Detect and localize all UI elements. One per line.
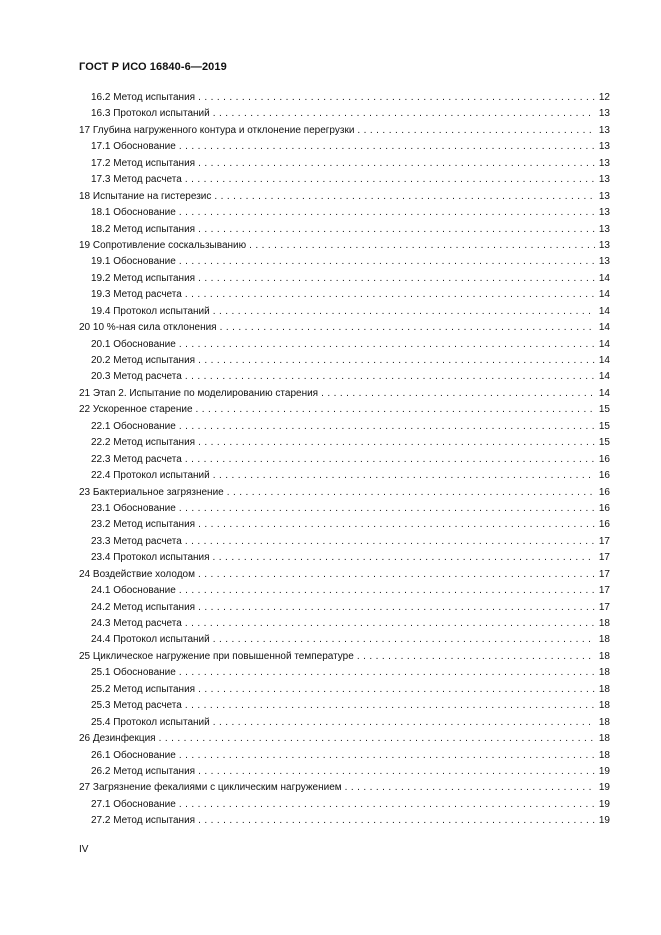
toc-leader-dots xyxy=(198,355,595,367)
toc-leader-dots xyxy=(185,174,595,186)
document-header: ГОСТ Р ИСО 16840-6—2019 xyxy=(79,61,227,73)
toc-subentry[interactable] xyxy=(79,174,610,190)
toc-leader-dots xyxy=(185,454,595,466)
toc-leader-dots xyxy=(198,519,595,531)
toc-subentry[interactable] xyxy=(79,339,610,355)
toc-entry-title: 18.1 Обоснование xyxy=(91,207,176,219)
toc-subentry[interactable] xyxy=(79,108,610,124)
toc-entry[interactable] xyxy=(79,388,610,404)
toc-entry-page: 16 xyxy=(598,486,610,498)
toc-entry-page: 13 xyxy=(598,108,610,120)
toc-entry-title: 24.4 Протокол испытаний xyxy=(91,634,210,646)
toc-leader-dots xyxy=(185,536,595,548)
toc-entry-title: 23.4 Протокол испытания xyxy=(91,552,210,564)
toc-entry-title: 18 Испытание на гистерезис xyxy=(79,190,212,202)
toc-entry-page: 15 xyxy=(598,420,610,432)
toc-entry-page: 15 xyxy=(598,404,610,416)
toc-entry-page: 13 xyxy=(598,124,610,136)
toc-entry-title: 26.1 Обоснование xyxy=(91,749,176,761)
toc-subentry[interactable] xyxy=(79,815,610,831)
toc-entry-page: 15 xyxy=(598,437,610,449)
toc-entry-page: 13 xyxy=(598,157,610,169)
toc-entry-page: 13 xyxy=(598,190,610,202)
toc-subentry[interactable] xyxy=(79,421,610,437)
toc-subentry[interactable] xyxy=(79,750,610,766)
toc-entry-title: 22 Ускоренное старение xyxy=(79,404,193,416)
toc-entry-page: 17 xyxy=(598,568,610,580)
toc-entry-title: 18.2 Метод испытания xyxy=(91,223,196,235)
toc-entry-title: 23.1 Обоснование xyxy=(91,502,176,514)
toc-entry-title: 27 Загрязнение фекалиями с циклическим нагружением xyxy=(79,782,342,794)
toc-leader-dots xyxy=(185,618,595,630)
toc-leader-dots xyxy=(198,92,595,104)
toc-entry-page: 18 xyxy=(598,733,610,745)
toc-subentry[interactable] xyxy=(79,536,610,552)
toc-subentry[interactable] xyxy=(79,717,610,733)
toc-entry-title: 23 Бактериальное загрязнение xyxy=(79,486,224,498)
toc-entry-title: 19.4 Протокол испытаний xyxy=(91,305,210,317)
toc-entry-title: 16.2 Метод испытания xyxy=(91,92,196,103)
toc-entry-title: 27.2 Метод испытания xyxy=(91,815,196,827)
toc-entry-title: 27.1 Обоснование xyxy=(91,798,176,810)
toc-leader-dots xyxy=(179,585,595,597)
toc-entry-title: 25.3 Метод расчета xyxy=(91,700,182,712)
toc-entry-title: 20 10 %-ная сила отклонения xyxy=(79,322,217,334)
toc-entry-title: 16.3 Протокол испытаний xyxy=(91,108,210,120)
toc-entry-page: 14 xyxy=(598,289,610,301)
toc-leader-dots xyxy=(179,503,595,515)
toc-subentry[interactable] xyxy=(79,470,610,486)
toc-entry-title: 25 Циклическое нагружение при повышенной температуре xyxy=(79,650,354,662)
toc-subentry[interactable] xyxy=(79,158,610,174)
toc-entry[interactable] xyxy=(79,240,610,256)
toc-entry[interactable] xyxy=(79,191,610,207)
toc-subentry[interactable] xyxy=(79,141,610,157)
toc-entry-title: 17.1 Обоснование xyxy=(91,141,176,153)
toc-entry-page: 19 xyxy=(598,782,610,794)
toc-entry-title: 24.2 Метод испытания xyxy=(91,601,196,613)
toc-subentry[interactable] xyxy=(79,289,610,305)
toc-entry[interactable] xyxy=(79,322,610,338)
toc-entry-title: 22.3 Метод расчета xyxy=(91,453,182,465)
toc-entry-title: 26.2 Метод испытания xyxy=(91,765,196,777)
toc-entry-page: 18 xyxy=(598,749,610,761)
toc-subentry[interactable] xyxy=(79,585,610,601)
toc-entry-page: 18 xyxy=(598,634,610,646)
toc-leader-dots xyxy=(198,766,595,778)
toc-entry-title: 24.3 Метод расчета xyxy=(91,618,182,629)
toc-subentry[interactable] xyxy=(79,552,610,568)
toc-entry-page: 14 xyxy=(598,371,610,383)
toc-subentry[interactable] xyxy=(79,92,610,108)
toc-subentry[interactable] xyxy=(79,634,610,650)
toc-leader-dots xyxy=(179,256,595,268)
toc-leader-dots xyxy=(213,634,595,646)
toc-entry-page: 13 xyxy=(598,141,610,153)
toc-entry-page: 18 xyxy=(598,667,610,679)
toc-entry-title: 19.3 Метод расчета xyxy=(91,289,182,301)
toc-leader-dots xyxy=(357,651,595,663)
toc-entry-page: 19 xyxy=(598,815,610,827)
toc-entry-page: 12 xyxy=(598,92,610,103)
toc-entry-page: 14 xyxy=(598,355,610,366)
toc-leader-dots xyxy=(198,815,595,827)
toc-entry[interactable] xyxy=(79,125,610,141)
toc-entry-page: 14 xyxy=(598,305,610,317)
toc-leader-dots xyxy=(185,371,595,383)
toc-subentry[interactable] xyxy=(79,519,610,535)
toc-entry-page: 18 xyxy=(598,683,610,695)
toc-entry-page: 17 xyxy=(598,585,610,597)
toc-subentry[interactable] xyxy=(79,273,610,289)
toc-leader-dots xyxy=(321,388,595,400)
toc-entry[interactable] xyxy=(79,404,610,420)
toc-leader-dots xyxy=(179,421,595,433)
toc-entry-page: 16 xyxy=(598,470,610,482)
page-number: IV xyxy=(79,844,89,855)
toc-leader-dots xyxy=(214,191,595,203)
toc-leader-dots xyxy=(198,224,595,236)
toc-entry-title: 17.2 Метод испытания xyxy=(91,157,196,169)
toc-entry[interactable] xyxy=(79,782,610,798)
toc-entry-title: 19.1 Обоснование xyxy=(91,256,176,268)
toc-leader-dots xyxy=(198,273,595,285)
toc-leader-dots xyxy=(198,437,595,449)
toc-leader-dots xyxy=(213,108,595,120)
toc-subentry[interactable] xyxy=(79,256,610,272)
toc-entry-title: 19.2 Метод испытания xyxy=(91,272,196,284)
toc-entry-title: 22.4 Протокол испытаний xyxy=(91,470,210,482)
toc-entry-page: 19 xyxy=(598,765,610,777)
toc-entry-page: 13 xyxy=(598,174,610,186)
toc-leader-dots xyxy=(179,141,595,153)
toc-subentry[interactable] xyxy=(79,700,610,716)
toc-entry-title: 24.1 Обоснование xyxy=(91,585,176,597)
toc-entry-page: 13 xyxy=(598,256,610,268)
toc-subentry[interactable] xyxy=(79,207,610,223)
toc-leader-dots xyxy=(179,207,595,219)
toc-entry-page: 16 xyxy=(598,519,610,531)
toc-entry-title: 19 Сопротивление соскальзыванию xyxy=(79,239,247,251)
toc-subentry[interactable] xyxy=(79,355,610,371)
toc-entry[interactable] xyxy=(79,651,610,667)
toc-entry[interactable] xyxy=(79,733,610,749)
toc-entry-title: 25.1 Обоснование xyxy=(91,667,176,679)
toc-leader-dots xyxy=(220,322,595,334)
toc-entry-title: 20.3 Метод расчета xyxy=(91,371,182,383)
toc-leader-dots xyxy=(213,717,595,729)
toc-entry-title: 20.1 Обоснование xyxy=(91,338,176,350)
toc-entry-page: 13 xyxy=(598,239,610,251)
toc-entry-page: 16 xyxy=(598,502,610,514)
toc-leader-dots xyxy=(198,158,595,170)
toc-entry-title: 21 Этап 2. Испытание по моделированию старения xyxy=(79,387,319,399)
toc-entry-title: 17 Глубина нагруженного контура и отклонение перегрузки xyxy=(79,124,355,136)
toc-subentry[interactable] xyxy=(79,454,610,470)
toc-entry-title: 22.1 Обоснование xyxy=(91,420,176,432)
toc-leader-dots xyxy=(227,487,595,499)
toc-subentry[interactable] xyxy=(79,618,610,634)
toc-leader-dots xyxy=(179,799,595,811)
toc-entry-title: 24 Воздействие холодом xyxy=(79,568,195,580)
toc-entry-title: 20.2 Метод испытания xyxy=(91,355,196,366)
toc-leader-dots xyxy=(345,782,595,794)
toc-entry-page: 18 xyxy=(598,650,610,662)
toc-leader-dots xyxy=(159,733,595,745)
toc-leader-dots xyxy=(213,470,595,482)
toc-entry-title: 17.3 Метод расчета xyxy=(91,174,182,186)
toc-entry-title: 23.3 Метод расчета xyxy=(91,535,182,547)
toc-entry-page: 14 xyxy=(598,338,610,350)
toc-entry-title: 25.4 Протокол испытаний xyxy=(91,716,210,728)
toc-leader-dots xyxy=(185,700,595,712)
toc-entry-title: 25.2 Метод испытания xyxy=(91,683,196,695)
toc-subentry[interactable] xyxy=(79,224,610,240)
toc-leader-dots xyxy=(198,684,595,696)
toc-entry-page: 14 xyxy=(598,322,610,334)
toc-entry-page: 13 xyxy=(598,223,610,235)
toc-entry-page: 16 xyxy=(598,453,610,465)
toc-subentry[interactable] xyxy=(79,766,610,782)
toc-entry-title: 26 Дезинфекция xyxy=(79,733,156,745)
toc-entry[interactable] xyxy=(79,487,610,503)
toc-leader-dots xyxy=(249,240,595,252)
toc-entry-page: 14 xyxy=(598,272,610,284)
toc-leader-dots xyxy=(213,306,595,318)
toc-leader-dots xyxy=(357,125,595,137)
toc-leader-dots xyxy=(185,289,595,301)
toc-leader-dots xyxy=(179,667,595,679)
toc-leader-dots xyxy=(213,552,595,564)
toc-entry-page: 19 xyxy=(598,798,610,810)
toc-leader-dots xyxy=(179,750,595,762)
toc-entry-title: 22.2 Метод испытания xyxy=(91,437,196,449)
toc-leader-dots xyxy=(198,569,595,581)
toc-entry-title: 23.2 Метод испытания xyxy=(91,519,196,531)
toc-entry-page: 17 xyxy=(598,601,610,613)
toc-entry-page: 14 xyxy=(598,387,610,399)
toc-subentry[interactable] xyxy=(79,602,610,618)
toc-subentry[interactable] xyxy=(79,371,610,387)
toc-entry-page: 17 xyxy=(598,552,610,564)
toc-entry-page: 18 xyxy=(598,618,610,629)
toc-subentry[interactable] xyxy=(79,503,610,519)
table-of-contents xyxy=(79,92,610,832)
toc-entry-page: 18 xyxy=(598,716,610,728)
toc-subentry[interactable] xyxy=(79,306,610,322)
toc-entry[interactable] xyxy=(79,569,610,585)
toc-leader-dots xyxy=(179,339,595,351)
toc-subentry[interactable] xyxy=(79,799,610,815)
toc-subentry[interactable] xyxy=(79,667,610,683)
toc-leader-dots xyxy=(196,404,595,416)
toc-subentry[interactable] xyxy=(79,437,610,453)
toc-leader-dots xyxy=(198,602,595,614)
toc-entry-page: 13 xyxy=(598,207,610,219)
toc-subentry[interactable] xyxy=(79,684,610,700)
toc-entry-page: 18 xyxy=(598,700,610,712)
toc-entry-page: 17 xyxy=(598,535,610,547)
